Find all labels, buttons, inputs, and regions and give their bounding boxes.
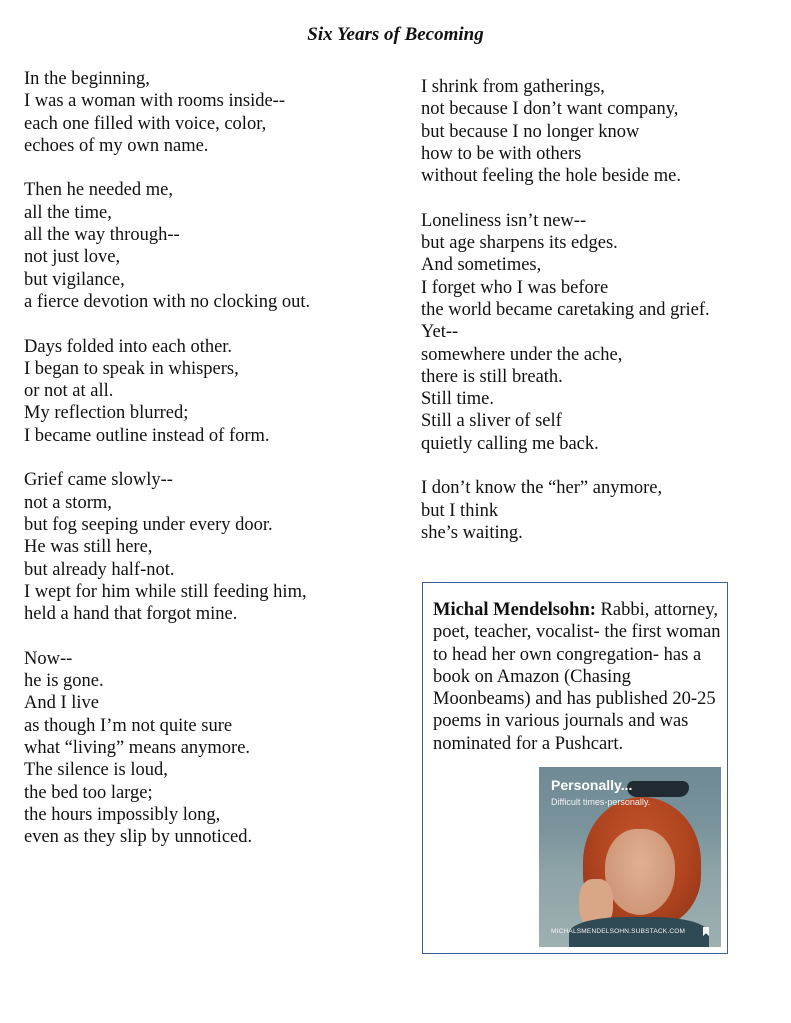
poem-title: Six Years of Becoming [307, 24, 484, 45]
photo-face [605, 829, 675, 915]
photo-overlay-url: MICHALSMENDELSOHN.SUBSTACK.COM [551, 928, 686, 935]
poem-line: a fierce devotion with no clocking out. [24, 291, 311, 312]
poem-line: Grief came slowly-- [24, 470, 173, 491]
poem-line: each one filled with voice, color, [24, 113, 267, 134]
photo-overlay-subtitle: Difficult times-personally. [551, 797, 651, 807]
poem-line: but because I no longer know [421, 121, 640, 142]
poem-line: I forget who I was before [421, 277, 609, 298]
poem-stanza [24, 469, 384, 625]
poem-line: My reflection blurred; [24, 403, 189, 424]
poem-right-column [421, 76, 761, 567]
photo-sunglasses [627, 781, 689, 797]
poem-line: or not at all. [24, 381, 114, 402]
poem-line: the hours impossibly long, [24, 804, 221, 825]
poem-stanza [24, 336, 384, 447]
author-bio [433, 599, 725, 755]
poem-line: He was still here, [24, 537, 153, 558]
poem-line: Still time. [421, 389, 494, 410]
poem-line: not just love, [24, 247, 121, 268]
poem-line: even as they slip by unnoticed. [24, 827, 253, 848]
poem-line: but I think [421, 500, 499, 521]
poem-line: held a hand that forgot mine. [24, 604, 238, 625]
poem-line: And sometimes, [421, 255, 542, 276]
poem-left-column [24, 68, 384, 871]
poem-line: but age sharpens its edges. [421, 233, 618, 254]
poem-line: Yet-- [421, 322, 459, 343]
poem-line: how to be with others [421, 143, 582, 164]
poem-line: The silence is loud, [24, 760, 168, 781]
poem-line: quietly calling me back. [421, 433, 599, 454]
poem-line: all the time, [24, 202, 112, 223]
poem-line: but vigilance, [24, 269, 125, 290]
poem-stanza [24, 648, 384, 849]
poem-line: but fog seeping under every door. [24, 514, 273, 535]
author-photo [539, 767, 721, 947]
poem-stanza [421, 76, 761, 187]
poem-line: I wept for him while still feeding him, [24, 581, 307, 602]
author-bio-text: Rabbi, attorney, poet, teacher, vocalist- the first woman to head her own congregation- has a book on Amazon (Chasing Moonbeams) and has published 20-25 poems in various journals and was nominated for a Pushcart. [433, 600, 721, 754]
poem-line: I became outline instead of form. [24, 425, 270, 446]
poem-line: Now-- [24, 648, 73, 669]
poem-line: Then he needed me, [24, 180, 173, 201]
poem-line: Still a sliver of self [421, 411, 562, 432]
poem-line: the bed too large; [24, 782, 153, 803]
poem-line: And I live [24, 693, 100, 714]
poem-line: In the beginning, [24, 69, 150, 89]
author-bio-box [422, 582, 728, 954]
poem-line: Days folded into each other. [24, 336, 233, 357]
poem-line: echoes of my own name. [24, 135, 209, 156]
poem-line: without feeling the hole beside me. [421, 166, 681, 187]
poem-line: she’s waiting. [421, 522, 523, 543]
poem-line: the world became caretaking and grief. [421, 299, 710, 320]
poem-line: somewhere under the ache, [421, 344, 623, 365]
poem-stanza [421, 210, 761, 455]
poem-line: what “living” means anymore. [24, 737, 251, 758]
poem-line: as though I’m not quite sure [24, 715, 233, 736]
poem-line: but already half-not. [24, 559, 175, 580]
poem-line: I began to speak in whispers, [24, 358, 239, 379]
poem-line: not because I don’t want company, [421, 99, 679, 120]
poem-line: he is gone. [24, 671, 104, 692]
poem-line: not a storm, [24, 492, 112, 513]
poem-line: there is still breath. [421, 366, 563, 387]
author-name: Michal Mendelsohn: [433, 600, 596, 620]
photo-overlay-title: Personally... [551, 777, 633, 793]
poem-line: all the way through-- [24, 225, 180, 246]
poem-line: I was a woman with rooms inside-- [24, 91, 286, 112]
poem-line: I shrink from gatherings, [421, 77, 605, 97]
poem-stanza [24, 68, 384, 157]
poem-stanza [421, 477, 761, 544]
poem-line: I don’t know the “her” anymore, [421, 478, 663, 499]
poem-line: Loneliness isn’t new-- [421, 210, 587, 231]
poem-stanza [24, 179, 384, 313]
